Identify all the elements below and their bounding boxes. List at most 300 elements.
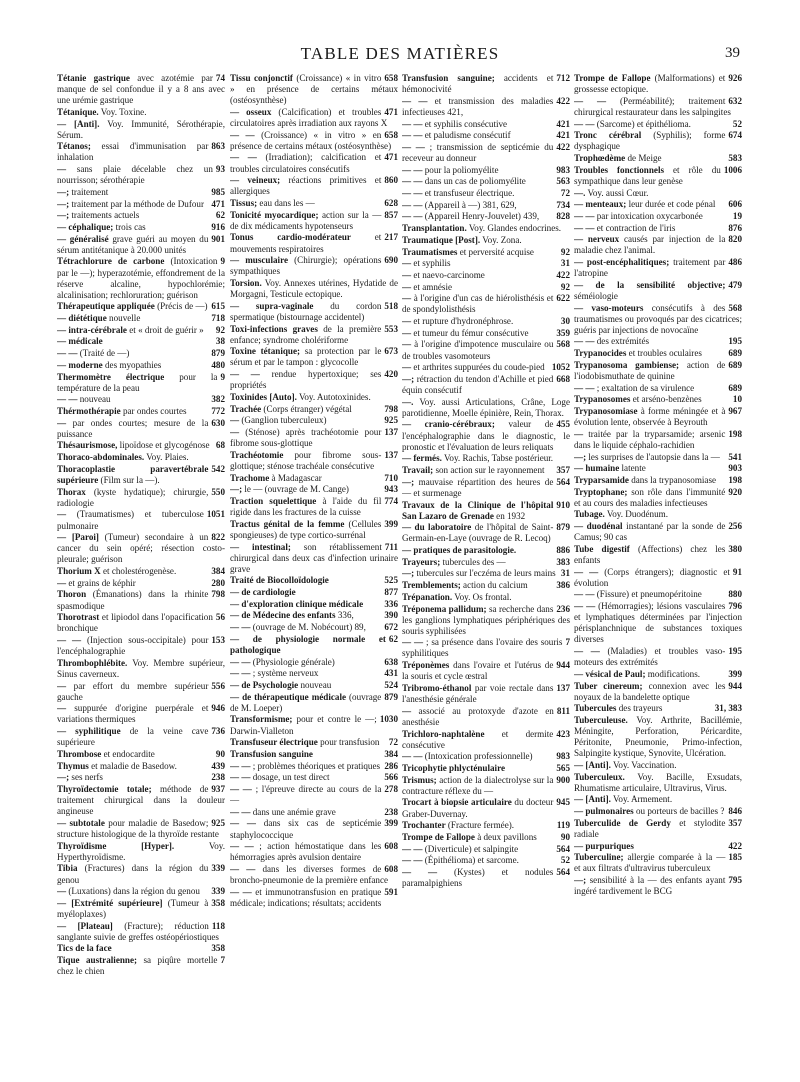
- index-entry: [402, 362, 570, 373]
- index-entry: [574, 360, 742, 382]
- entry-page-ref: 734: [556, 199, 570, 210]
- entry-page-ref: 62: [388, 633, 398, 644]
- entry-page-ref: 564: [556, 866, 570, 877]
- entry-page-ref: 901: [211, 233, 225, 244]
- entry-text: par intoxication oxycarbonée: [596, 210, 703, 221]
- index-entry: [402, 165, 570, 176]
- entry-heading: — —: [574, 589, 595, 600]
- entry-text: ; problèmes théoriques et pratiques: [252, 760, 381, 771]
- entry-text: (Fracture); réduction sanglante suivie de greffes ostéopériostiques: [57, 920, 219, 942]
- entry-text: (Perméabilité); traitement chirurgical restaurateur dans les salpingites: [574, 95, 731, 117]
- entry-heading: Traction squelettique: [230, 495, 317, 506]
- entry-page-ref: 525: [384, 575, 398, 586]
- entry-text: à l'aide du fil rigide dans les fractures de la cuisse: [230, 495, 382, 518]
- index-entry: [57, 234, 225, 256]
- entry-page-ref: 945: [556, 797, 570, 808]
- entry-text: modifications.: [647, 668, 701, 679]
- entry-text: suppurée d'origine puerpérale et variations thermiques: [57, 703, 209, 725]
- entry-page-ref: 91: [732, 566, 742, 577]
- entry-text: nouveau: [79, 394, 111, 405]
- index-entry: [57, 955, 225, 977]
- index-entry: [57, 532, 225, 565]
- entry-text: Voy. Autotoxinides.: [298, 391, 371, 402]
- entry-page-ref: 90: [215, 748, 225, 759]
- index-entry: [402, 763, 570, 774]
- entry-page-ref: 880: [728, 589, 742, 600]
- entry-heading: — —: [230, 152, 257, 163]
- index-entry: [57, 406, 225, 417]
- entry-text: dosage, un test direct: [252, 772, 330, 783]
- entry-text: méthode de traitement chirurgical dans la douleur angineuse: [57, 783, 225, 817]
- index-entry: [574, 280, 742, 302]
- entry-heading: —: [57, 680, 67, 691]
- entry-heading: — —: [402, 637, 424, 648]
- entry-heading: Thrombophlébite.: [57, 657, 128, 668]
- entry-heading: Tonicité myocardique;: [230, 209, 319, 220]
- index-entry: [402, 706, 570, 728]
- entry-text: (Maladies) et troubles vaso-moteurs des extrémités: [574, 646, 726, 668]
- entry-text: (ouvrage de M. Loeper): [230, 691, 382, 713]
- entry-heading: —;: [402, 476, 415, 487]
- index-entry: [574, 429, 742, 451]
- entry-heading: —: [57, 703, 67, 714]
- entry-heading: —: [402, 293, 412, 304]
- entry-heading: Thermomètre électrique: [57, 371, 165, 382]
- entry-heading: —;: [57, 198, 70, 209]
- entry-heading: — —: [402, 751, 423, 762]
- entry-text: son rétablissement chirurgical dans deux cas d'infection urinaire grave: [230, 541, 398, 574]
- entry-text: trois cas: [115, 221, 146, 232]
- index-entry: [402, 96, 570, 118]
- entry-page-ref: 1051: [206, 509, 225, 520]
- entry-heading: Thorium X: [57, 566, 101, 577]
- entry-heading: —.: [574, 187, 586, 198]
- entry-text: (Chirurgie); opérations sympathiques: [230, 255, 382, 277]
- index-entry: [574, 165, 742, 187]
- entry-text: dans un cas de poliomyélite: [424, 176, 526, 187]
- entry-page-ref: 471: [384, 152, 398, 163]
- index-entry: [57, 348, 225, 359]
- entry-page-ref: 822: [211, 532, 225, 543]
- entry-heading: — purpuriques: [574, 840, 634, 851]
- entry-heading: Tremblements;: [402, 580, 461, 591]
- index-entry: [402, 683, 570, 705]
- entry-heading: —: [230, 415, 240, 426]
- entry-page-ref: 542: [211, 463, 225, 474]
- index-entry: [57, 336, 225, 347]
- entry-page-ref: 195: [728, 646, 742, 657]
- entry-heading: — pulmonaires: [574, 806, 634, 817]
- entry-page-ref: 185: [728, 852, 742, 863]
- entry-page-ref: 31: [560, 258, 570, 269]
- entry-text: et « droit de guérir »: [129, 324, 204, 335]
- entry-heading: — —: [402, 188, 423, 199]
- index-entry: [230, 887, 398, 909]
- entry-page-ref: 422: [556, 269, 570, 280]
- entry-text: (Fractures) dans la région du genou: [57, 863, 209, 885]
- index-entry: [402, 729, 570, 751]
- entry-page-ref: 1006: [723, 164, 742, 175]
- entry-text: rendue hypertoxique; ses propriétés: [230, 369, 382, 391]
- entry-text: (Affections) chez les enfants: [574, 543, 726, 565]
- index-entry: [230, 587, 398, 598]
- entry-text: (Fracture fermée).: [447, 820, 515, 831]
- entry-heading: Tuberculide de Gerdy: [574, 817, 671, 828]
- entry-page-ref: 93: [215, 164, 225, 175]
- entry-text: sa recherche dans les ganglions lymphatiques périphériques des souris syphilisées: [402, 603, 570, 636]
- entry-text: traitement par la méthode de Dufour: [71, 198, 204, 209]
- entry-heading: —: [402, 269, 412, 280]
- entry-text: pour maladie de Basedow; structure histologique de la thyroïde restante: [57, 817, 219, 839]
- entry-text: ; action hémostatique dans les hémorragies après avulsion dentaire: [230, 841, 382, 863]
- index-entry: [402, 397, 570, 419]
- index-entry: [230, 864, 398, 886]
- index-entry: [402, 775, 570, 797]
- entry-heading: — —: [230, 886, 252, 897]
- entry-page-ref: 518: [384, 300, 398, 311]
- entry-heading: Trompe de Fallope: [574, 73, 651, 83]
- entry-text: Voy. Arthrite, Bacillémie, Méningite, Perforation, Péricardite, Péritonite, Pneumonie, Primo-infection, Salpingite kystique, Synovite, Ulcération.: [574, 715, 742, 759]
- entry-page-ref: 479: [728, 279, 742, 290]
- entry-page-ref: 480: [211, 359, 225, 370]
- entry-text: 336,: [337, 610, 354, 621]
- entry-page-ref: 278: [384, 783, 398, 794]
- entry-page-ref: 137: [384, 427, 398, 437]
- entry-text: (Corps étranger) végétal: [263, 403, 352, 414]
- index-entry: [402, 223, 570, 234]
- entry-heading: — —: [230, 369, 260, 380]
- index-entry: [57, 141, 225, 163]
- index-entry: [574, 452, 742, 463]
- entry-page-ref: 238: [384, 806, 398, 817]
- entry-text: et syphilis: [413, 258, 451, 269]
- entry-text: les surprises de l'autopsie dans la —: [588, 451, 720, 462]
- entry-page-ref: 690: [384, 255, 398, 266]
- index-entry: [402, 211, 570, 222]
- entry-page-ref: 916: [211, 221, 225, 232]
- entry-page-ref: 541: [728, 451, 742, 462]
- entry-text: de la première enfance; syndrome cholériforme: [230, 323, 382, 345]
- entry-heading: — —: [230, 772, 251, 783]
- entry-text: réactions primitives et allergiques: [230, 175, 382, 197]
- entry-heading: — osseux: [230, 106, 272, 117]
- index-entry: [402, 453, 570, 464]
- entry-text: (Précis de —): [157, 301, 208, 312]
- index-entry: [402, 844, 570, 855]
- entry-heading: Tissu conjonctif: [230, 73, 293, 83]
- entry-text: des extrémités: [596, 336, 650, 347]
- entry-page-ref: 718: [211, 313, 225, 324]
- index-entry: [402, 832, 570, 843]
- entry-heading: Trypanocides: [574, 348, 627, 359]
- entry-heading: Trypanosomes: [574, 394, 631, 405]
- entry-page-ref: 280: [211, 577, 225, 588]
- entry-text: et syphilis consécutive: [424, 118, 508, 129]
- entry-heading: Thérapeutique appliquée: [57, 301, 155, 312]
- entry-text: Voy. Armement.: [613, 794, 673, 805]
- index-entry: [230, 680, 398, 691]
- entry-text: causés par injection de la maladie chez l'animal.: [574, 234, 726, 256]
- entry-heading: — —: [402, 843, 423, 854]
- index-entry: [57, 73, 225, 106]
- entry-heading: — veineux;: [230, 175, 281, 186]
- entry-page-ref: 565: [556, 762, 570, 773]
- entry-heading: — menteaux;: [574, 199, 627, 210]
- index-entry: [230, 599, 398, 610]
- entry-page-ref: 68: [215, 440, 225, 451]
- entry-text: dans l'ovaire et l'utérus de la souris et cycle œstral: [402, 660, 554, 682]
- entry-page-ref: 52: [732, 118, 742, 129]
- entry-heading: Trépanation.: [402, 591, 453, 602]
- entry-page-ref: 879: [211, 348, 225, 359]
- index-entry: [230, 392, 398, 403]
- entry-text: ; l'épreuve directe au cours de la —: [230, 783, 382, 806]
- index-entry: [402, 419, 570, 452]
- entry-heading: — pratiques de parasitologie.: [402, 545, 517, 556]
- entry-page-ref: 7: [565, 637, 570, 648]
- index-entry: [57, 222, 225, 233]
- entry-text: mauvaise répartition des heures de — et surmenage: [402, 476, 554, 498]
- entry-page-ref: 421: [556, 118, 570, 129]
- entry-heading: Trocart à biopsie articulaire: [402, 797, 512, 808]
- entry-heading: — généralisé: [57, 233, 109, 244]
- index-entry: [230, 473, 398, 484]
- entry-text: (Émanations) dans la rhinite spasmodique: [57, 589, 209, 611]
- index-entry: [574, 841, 742, 852]
- entry-text: Voy. Zona.: [482, 234, 522, 245]
- entry-heading: Trochanter: [402, 820, 446, 831]
- entry-text: action de la dialectrolyse sur la contracture réflexe du —: [402, 774, 554, 796]
- index-entry: [574, 715, 742, 759]
- entry-text: pour et contre le —; Darwin-Vialleton: [230, 714, 377, 736]
- index-entry: [230, 622, 398, 633]
- index-column-2: [230, 73, 398, 1073]
- entry-page-ref: 795: [728, 875, 742, 886]
- index-entry: [574, 211, 742, 222]
- entry-page-ref: 846: [728, 806, 742, 817]
- entry-page-ref: 336: [384, 598, 398, 609]
- entry-page-ref: 926: [728, 73, 742, 83]
- entry-heading: — —: [402, 118, 423, 129]
- entry-heading: Trayeurs;: [402, 556, 441, 567]
- index-entry: [230, 415, 398, 426]
- entry-heading: — —: [230, 806, 251, 817]
- entry-heading: Trypanosomiase: [574, 406, 638, 416]
- entry-page-ref: 712: [556, 73, 570, 83]
- entry-heading: — intra-cérébrale: [57, 324, 127, 335]
- entry-page-ref: 925: [384, 415, 398, 426]
- entry-heading: — de Psychologie: [230, 679, 299, 690]
- entry-page-ref: 137: [384, 449, 398, 460]
- entry-text: des trayeurs: [618, 703, 663, 714]
- entry-page-ref: 31: [560, 568, 570, 579]
- entry-text: et tumeur du fémur consécutive: [413, 327, 529, 338]
- entry-text: pour la poliomyélite: [424, 164, 499, 175]
- index-entry: [402, 867, 570, 889]
- entry-page-ref: 877: [384, 587, 398, 598]
- entry-text: (Ganglion tuberculeux): [241, 415, 327, 426]
- entry-heading: — —: [230, 622, 251, 633]
- entry-text: (Irradiation); calcification et troubles circulatoires consécutifs: [230, 152, 382, 174]
- index-entry: [574, 96, 742, 118]
- entry-page-ref: 798: [384, 403, 398, 414]
- entry-heading: — —: [402, 141, 425, 152]
- entry-text: (kyste hydatique); chirurgie, radiologie: [57, 486, 209, 508]
- entry-page-ref: 382: [211, 394, 225, 405]
- entry-heading: — [Paroi]: [57, 532, 99, 543]
- entry-page-ref: 524: [384, 679, 398, 690]
- index-entry: [574, 383, 742, 394]
- index-entry: [230, 575, 398, 586]
- index-entry: [574, 601, 742, 645]
- entry-heading: Traumatismes: [402, 246, 458, 257]
- entry-heading: Transfusion sanguine: [230, 748, 313, 759]
- entry-page-ref: 863: [211, 141, 225, 152]
- entry-heading: —: [57, 509, 67, 520]
- entry-text: grave guéri au moyen du sérum antitétanique à 20.000 unités: [57, 233, 209, 255]
- index-entry: [57, 761, 225, 772]
- entry-text: et amnésie: [413, 281, 453, 292]
- index-entry: [402, 188, 570, 199]
- entry-text: traitements actuels: [71, 210, 140, 221]
- index-entry: [402, 465, 570, 476]
- entry-heading: Thorotrast: [57, 612, 100, 623]
- entry-heading: — —: [230, 818, 256, 829]
- index-entry: [57, 418, 225, 440]
- index-entry: [57, 187, 225, 198]
- entry-text: et immunotransfusion en pratique médicale; indications; résultats; accidents: [230, 886, 382, 908]
- entry-text: essai d'immunisation par inhalation: [57, 141, 209, 163]
- index-entry: [402, 751, 570, 762]
- entry-heading: Thoron: [57, 589, 87, 600]
- entry-page-ref: 638: [384, 656, 398, 667]
- entry-text: et arthrites suppurées du coude-pied: [413, 362, 545, 373]
- entry-page-ref: 910: [556, 499, 570, 510]
- entry-heading: Tibia: [57, 863, 78, 874]
- entry-heading: — —: [57, 394, 78, 405]
- entry-page-ref: 628: [384, 198, 398, 208]
- entry-heading: — diététique: [57, 313, 107, 324]
- index-entry: [57, 119, 225, 141]
- index-entry: [230, 634, 398, 656]
- entry-text: associé au protoxyde d'azote en anesthésie: [402, 705, 554, 727]
- entry-heading: — de cardiologie: [230, 587, 296, 598]
- index-entry: [402, 142, 570, 164]
- index-entry: [230, 198, 398, 209]
- entry-heading: Tryptophane;: [574, 486, 628, 497]
- index-entry: [230, 841, 398, 863]
- entry-page-ref: 553: [384, 323, 398, 334]
- entry-page-ref: 198: [728, 428, 742, 439]
- entry-text: et paludisme consécutif: [424, 130, 511, 141]
- index-entry: [57, 487, 225, 509]
- entry-heading: Torsion.: [230, 278, 262, 289]
- entry-text: valeur de l'encéphalographie dans le diagnostic, le pronostic et l'évaluation de leurs reliquats: [402, 419, 570, 452]
- index-entry: [57, 210, 225, 221]
- entry-page-ref: 74: [215, 73, 225, 83]
- entry-text: (Sarcome) et épithélioma.: [596, 118, 691, 129]
- entry-heading: — —: [57, 635, 82, 645]
- entry-heading: Thoraco-abdominales.: [57, 452, 145, 463]
- entry-heading: — —: [230, 668, 251, 679]
- index-entry: [57, 784, 225, 817]
- entry-page-ref: 153: [211, 635, 225, 645]
- entry-heading: —;: [574, 875, 587, 886]
- entry-text: traitée par la tryparsamide; arsenic dans le liquide céphalo-rachidien: [574, 428, 726, 450]
- index-entry: [230, 496, 398, 518]
- entry-page-ref: 630: [211, 417, 225, 428]
- index-entry: [57, 325, 225, 336]
- entry-text: (Appareil à —) 381, 629,: [424, 199, 517, 210]
- entry-page-ref: 796: [728, 601, 742, 612]
- entry-heading: — humaine: [574, 463, 620, 474]
- entry-heading: — supra-vaginale: [230, 300, 314, 311]
- index-entry: [402, 477, 570, 499]
- entry-heading: — médicale: [57, 336, 103, 347]
- entry-heading: Travaux de la Clinique de l'hôpital San Lazaro de Grenade: [402, 499, 554, 521]
- entry-heading: — de thérapeutique médicale: [230, 691, 347, 702]
- entry-heading: Trachée: [230, 403, 262, 414]
- index-entry: [57, 863, 225, 885]
- entry-heading: —: [230, 427, 240, 437]
- entry-page-ref: 903: [728, 463, 742, 474]
- index-entry: [230, 404, 398, 415]
- entry-page-ref: 90: [560, 831, 570, 842]
- entry-text: et rôle du sympathique dans leur genèse: [574, 164, 721, 186]
- entry-text: tubercules sur l'eczéma de leurs mains: [416, 568, 556, 579]
- entry-heading: — —: [574, 646, 600, 657]
- entry-text: ; système nerveux: [252, 668, 319, 679]
- index-entry: [230, 610, 398, 621]
- index-entry: [230, 818, 398, 840]
- entry-text: dans les diverses formes de broncho-pneumonie de la première enfance: [230, 864, 389, 886]
- index-entry: [574, 463, 742, 474]
- entry-heading: — —: [402, 199, 423, 210]
- entry-heading: Trichloro-naphtalène: [402, 728, 485, 739]
- entry-text: sensibilité à la — des enfants ayant ingéré tardivement le BCG: [574, 875, 726, 897]
- entry-heading: — —: [402, 130, 423, 141]
- entry-heading: Tricophytie phlycténulaire: [402, 762, 505, 773]
- entry-heading: — —: [230, 783, 252, 794]
- entry-page-ref: 19: [732, 210, 742, 221]
- entry-text: par voie rectale dans l'anesthésie générale: [402, 682, 554, 705]
- entry-page-ref: 615: [211, 301, 225, 312]
- entry-page-ref: 422: [556, 95, 570, 106]
- entry-text: Voy. Membre supérieur, Sinus caverneux.: [57, 657, 225, 679]
- entry-heading: Thrombose: [57, 748, 102, 759]
- entry-page-ref: 811: [556, 705, 570, 716]
- entry-text: sa piqûre mortelle chez le chien: [57, 955, 218, 977]
- index-entry: [57, 681, 225, 703]
- index-entry: [402, 660, 570, 682]
- index-entry: [402, 293, 570, 315]
- entry-heading: — post-encéphalitiques;: [574, 257, 670, 268]
- entry-heading: Thoracoplastie paravertébrale supérieure: [57, 463, 209, 485]
- index-entry: [57, 464, 225, 486]
- entry-text: eau dans les —: [259, 198, 315, 208]
- entry-page-ref: 359: [556, 327, 570, 338]
- index-entry: [230, 784, 398, 806]
- entry-heading: — —: [574, 222, 595, 233]
- entry-heading: Tissus;: [230, 198, 258, 208]
- entry-heading: —: [402, 281, 412, 292]
- index-entry: [230, 278, 398, 300]
- index-entry: [57, 703, 225, 725]
- entry-page-ref: 608: [384, 841, 398, 852]
- index-column-4: [574, 73, 742, 1073]
- index-entry: [402, 328, 570, 339]
- entry-page-ref: 92: [560, 281, 570, 292]
